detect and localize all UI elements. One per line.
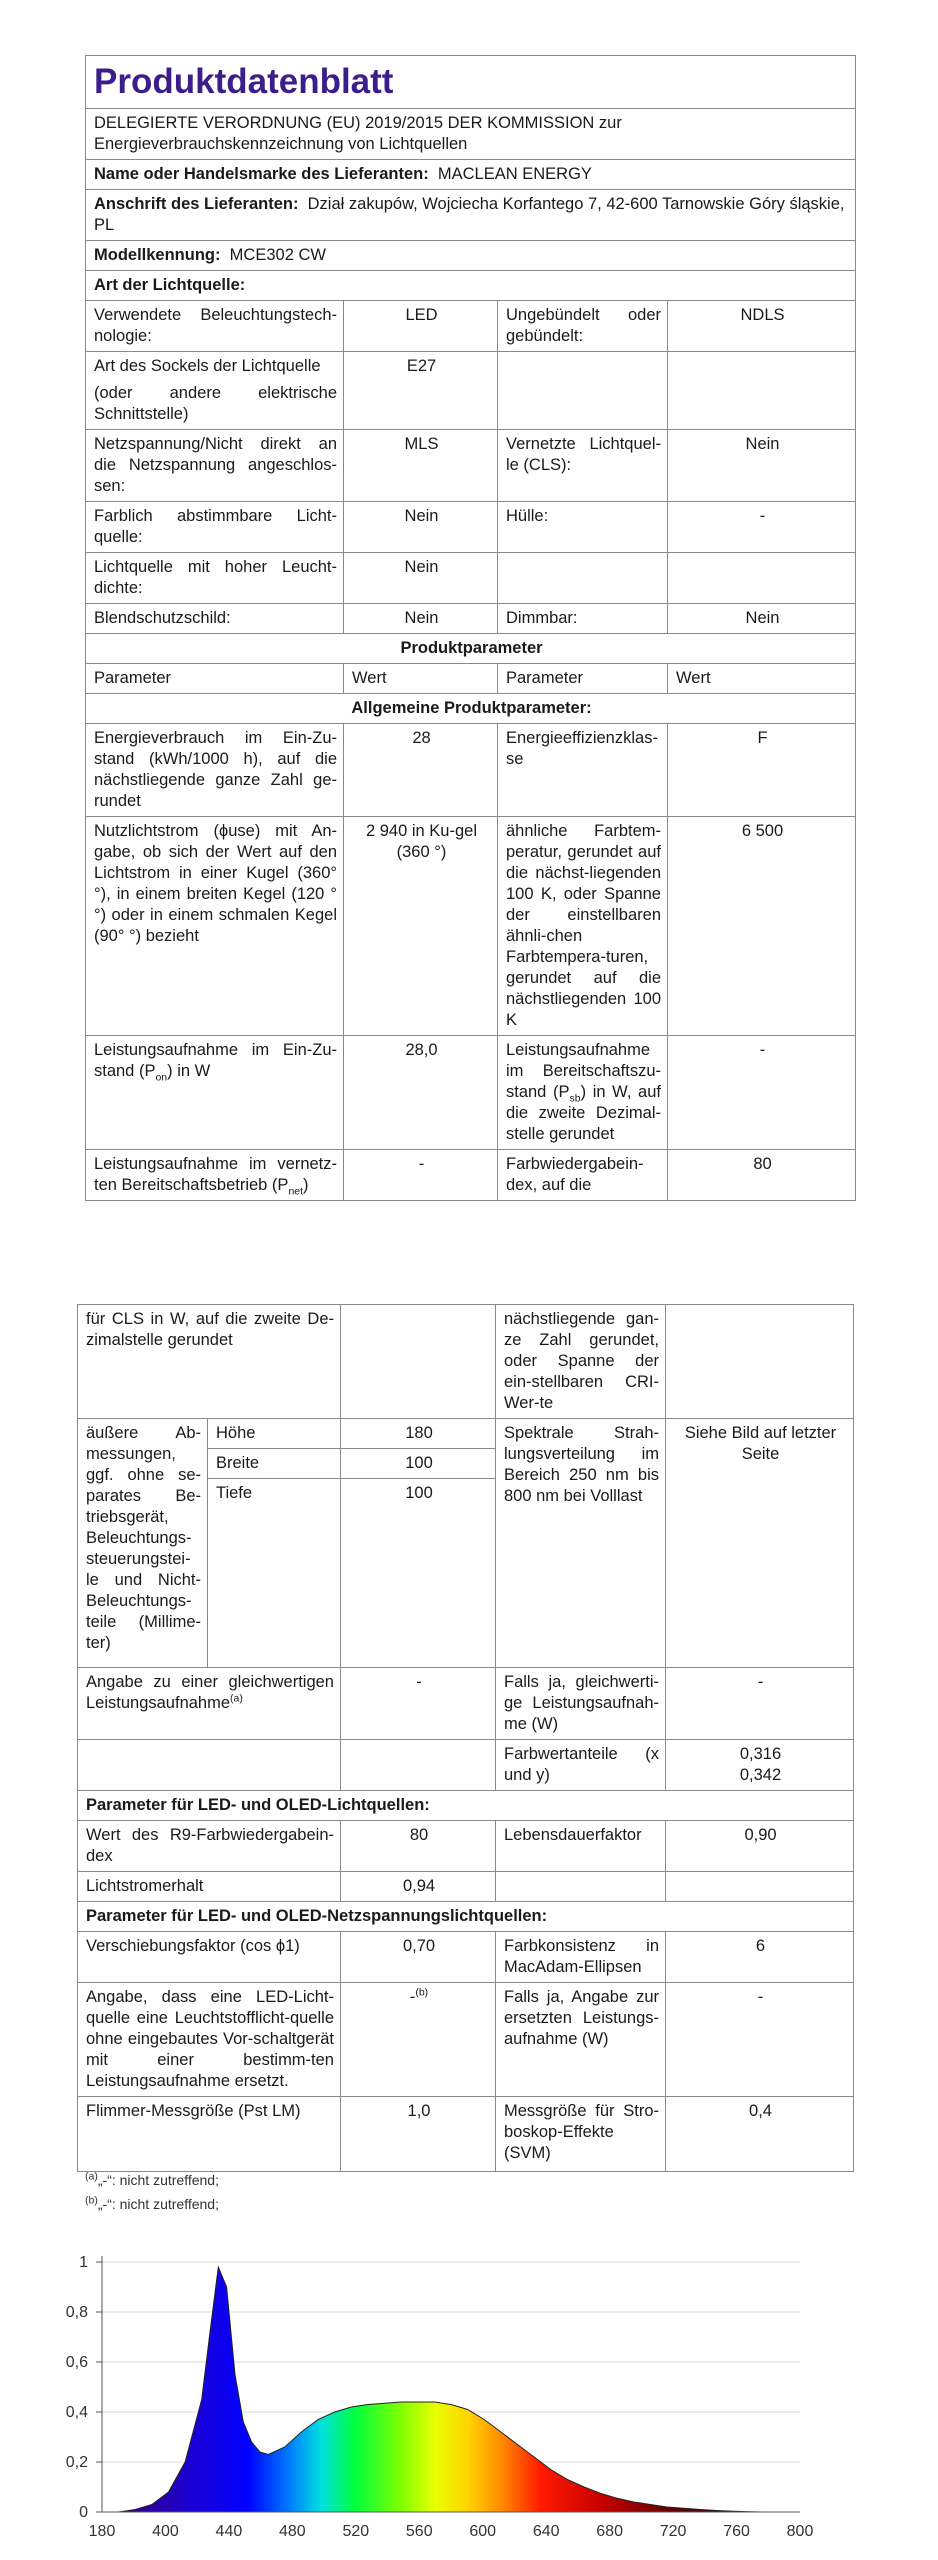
y-tick-label: 0,2 [65, 2454, 88, 2471]
luminance-label: Lichtquelle mit hoher Leucht-dichte: [86, 553, 344, 604]
x-tick-label: 800 [786, 2523, 814, 2540]
cri-value: 80 [668, 1150, 856, 1201]
survival-value: 0,90 [666, 1821, 854, 1872]
tech-label: Verwendete Beleuchtungstech-nologie: [86, 301, 344, 352]
pnet-label-continued: für CLS in W, auf die zweite De-zimalstelle gerundet [78, 1305, 341, 1419]
empty-cell [666, 1305, 854, 1419]
cls-value: Nein [668, 430, 856, 502]
equiv-power-value: - [666, 1668, 854, 1740]
width-value: 100 [341, 1449, 496, 1479]
empty-cell [666, 1872, 854, 1902]
regulation-text: DELEGIERTE VERORDNUNG (EU) 2019/2015 DER KOMMISSION zur Energieverbrauchskennzeichnung von Lichtquellen [86, 109, 856, 160]
datasheet-page-2 [0, 1290, 938, 2225]
flux-label: Nutzlichtstrom (ϕuse) mit An-gabe, ob sich der Wert auf den Lichtstrom in einer Kugel (360° °), in einem breiten Kegel (120 °°) oder in einem schmalen Kegel (90° °) bezieht [86, 817, 344, 1036]
y-tick-label: 0 [79, 2504, 88, 2521]
replacement-label: Angabe, dass eine LED-Licht-quelle eine Leuchtstofflicht-quelle ohne eingebautes Vor-schaltgerät mit einer bestimm-ten Leistungsaufnahme ersetzt. [78, 1983, 341, 2097]
empty-cell [341, 1305, 496, 1419]
y-tick-label: 0,4 [65, 2404, 88, 2421]
maintenance-value: 0,94 [341, 1872, 496, 1902]
footnote-b-mark: (b) [85, 2194, 98, 2207]
energy-class-value: F [668, 724, 856, 817]
footnote-a-text: „-“: nicht zutreffend; [97, 2172, 219, 2188]
pon-label [86, 1036, 344, 1150]
pon-label-a: Leistungsaufnahme im Ein-Zu-stand (P [94, 1041, 337, 1080]
flux-value: 2 940 in Ku-gel (360 °) [344, 817, 498, 1036]
cri-label-continued: nächstliegende gan-ze Zahl gerundet, oder Spanne der ein-stellbaren CRI-Wer-te [496, 1305, 666, 1419]
cri-label: Farbwiedergabein-dex, auf die [498, 1150, 668, 1201]
bundled-value: NDLS [668, 301, 856, 352]
pnet-label [86, 1150, 344, 1201]
pon-subscript: on [155, 1071, 168, 1084]
socket-value: E27 [344, 352, 498, 430]
equiv-value: - [341, 1668, 496, 1740]
dimmable-value: Nein [668, 604, 856, 634]
pnet-subscript: net [288, 1185, 304, 1198]
model-label: Modellkennung: [94, 246, 221, 264]
footnote-b-text: „-“: nicht zutreffend; [97, 2196, 219, 2212]
dimensions-label: äußere Ab-messungen, ggf. ohne se-parates Be-triebsgerät, Beleuchtungs-steuerungstei-le und Nicht-Beleuchtungs-teile (Millime-ter) [78, 1419, 208, 1668]
tunable-value: Nein [344, 502, 498, 553]
mains-label: Netzspannung/Nicht direkt an die Netzspannung angeschlos-sen: [86, 430, 344, 502]
empty-cell [496, 1872, 666, 1902]
svm-value: 0,4 [666, 2097, 854, 2172]
envelope-label: Hülle: [498, 502, 668, 553]
page-title: Produktdatenblatt [86, 56, 856, 109]
pnet-value: - [344, 1150, 498, 1201]
supplier-name-row [86, 160, 856, 190]
x-tick-label: 400 [152, 2523, 179, 2540]
maintenance-label: Lichtstromerhalt [78, 1872, 341, 1902]
x-tick-label: 520 [342, 2523, 370, 2540]
y-tick-label: 1 [79, 2254, 88, 2271]
spd-value: Siehe Bild auf letzter Seite [666, 1419, 854, 1668]
psb-label [498, 1036, 668, 1150]
depth-label: Tiefe [208, 1479, 341, 1668]
model-row [86, 241, 856, 271]
pnet-label-b: ) [303, 1176, 309, 1194]
energy-class-label: Energieeffizienzklas-se [498, 724, 668, 817]
footnote-b [85, 2192, 219, 2216]
luminance-value: Nein [344, 553, 498, 604]
supplier-address-label: Anschrift des Lieferanten: [94, 195, 299, 213]
spectrum-chart-page [0, 2240, 938, 2560]
replacement-value [341, 1983, 496, 2097]
equiv-footnote-mark: (a) [230, 1692, 243, 1705]
r9-value: 80 [341, 1821, 496, 1872]
cct-value: 6 500 [668, 817, 856, 1036]
footnote-a [85, 2168, 219, 2192]
replacement-value-text: - [409, 1988, 416, 2006]
bundled-label: Ungebündelt oder gebündelt: [498, 301, 668, 352]
energy-label: Energieverbrauch im Ein-Zu-stand (kWh/1000 h), auf die nächstliegende ganze Zahl ge-rundet [86, 724, 344, 817]
tunable-label: Farblich abstimmbare Licht-quelle: [86, 502, 344, 553]
col-header-param: Parameter [86, 664, 344, 694]
y-tick-label: 0,8 [65, 2304, 88, 2321]
x-tick-label: 600 [469, 2523, 497, 2540]
socket-label-line1: Art des Sockels der Lichtquelle [94, 357, 321, 375]
cct-label: ähnliche Farbtem-peratur, gerundet auf die nächst-liegenden 100 K, oder Spanne der einstellbaren ähnli-chen Farbtempera-turen, gerundet auf die nächstliegenden 100 K [498, 817, 668, 1036]
chromaticity-label: Farbwertanteile (x und y) [496, 1740, 666, 1791]
empty-cell [498, 352, 668, 430]
mains-value: MLS [344, 430, 498, 502]
chromaticity-value [666, 1740, 854, 1791]
x-tick-label: 640 [532, 2523, 560, 2540]
mains-params-heading: Parameter für LED- und OLED-Netzspannungslichtquellen: [78, 1902, 854, 1932]
chromaticity-y: 0,342 [739, 1766, 782, 1784]
datasheet-table-2 [77, 1304, 854, 2172]
macadam-label: Farbkonsistenz in MacAdam-Ellipsen [496, 1932, 666, 1983]
height-value: 180 [341, 1419, 496, 1449]
equiv-label [78, 1668, 341, 1740]
glare-label: Blendschutzschild: [86, 604, 344, 634]
x-tick-label: 440 [215, 2523, 243, 2540]
empty-cell [341, 1740, 496, 1791]
model-value: MCE302 CW [229, 246, 326, 264]
footnote-a-mark: (a) [85, 2170, 98, 2183]
socket-label-line2: (oder andere elektrische Schnittstelle) [94, 384, 337, 423]
spectrum-area [102, 2267, 767, 2512]
x-tick-label: 180 [88, 2523, 116, 2540]
macadam-value: 6 [666, 1932, 854, 1983]
empty-cell [498, 553, 668, 604]
supplier-address-row [86, 190, 856, 241]
replacement-power-label: Falls ja, Angabe zur ersetzten Leistungs-aufnahme (W) [496, 1983, 666, 2097]
empty-cell [668, 553, 856, 604]
width-label: Breite [208, 1449, 341, 1479]
supplier-name-value: MACLEAN ENERGY [437, 165, 592, 183]
led-params-heading: Parameter für LED- und OLED-Lichtquellen: [78, 1791, 854, 1821]
supplier-name-label: Name oder Handelsmarke des Lieferanten: [94, 165, 429, 183]
x-tick-label: 760 [723, 2523, 750, 2540]
source-type-heading: Art der Lichtquelle: [86, 271, 856, 301]
psb-value: - [668, 1036, 856, 1150]
pnet-label-a: Leistungsaufnahme im vernetz-ten Bereitschaftsbetrieb (P [94, 1155, 337, 1194]
psb-label-a: Leistungsaufnahme im Bereitschaftszu-stand (P [506, 1041, 661, 1101]
flicker-label: Flimmer-Messgröße (Pst LM) [78, 2097, 341, 2172]
envelope-value: - [668, 502, 856, 553]
psb-label-b: ) in W, auf die zweite Dezimal-stelle gerundet [506, 1083, 661, 1143]
datasheet-page-1 [0, 0, 938, 1225]
col-header-value: Wert [344, 664, 498, 694]
r9-label: Wert des R9-Farbwiedergabein-dex [78, 1821, 341, 1872]
height-label: Höhe [208, 1419, 341, 1449]
svm-label: Messgröße für Stro-boskop-Effekte (SVM) [496, 2097, 666, 2172]
product-params-heading: Produktparameter [86, 634, 856, 664]
survival-label: Lebensdauerfaktor [496, 1821, 666, 1872]
footnotes [85, 2168, 219, 2216]
spd-label: Spektrale Strah-lungsverteilung im Bereich 250 nm bis 800 nm bei Volllast [496, 1419, 666, 1668]
equiv-label-text: Angabe zu einer gleichwertigen Leistungsaufnahme [86, 1673, 334, 1712]
psb-subscript: sb [569, 1092, 581, 1105]
equiv-power-label: Falls ja, gleichwerti-ge Leistungsaufnah-me (W) [496, 1668, 666, 1740]
general-params-heading: Allgemeine Produktparameter: [86, 694, 856, 724]
empty-cell [668, 352, 856, 430]
empty-cell [78, 1740, 341, 1791]
flicker-value: 1,0 [341, 2097, 496, 2172]
replacement-footnote-mark: (b) [415, 1986, 429, 1999]
cls-label: Vernetzte Lichtquel-le (CLS): [498, 430, 668, 502]
chromaticity-x: 0,316 [739, 1745, 782, 1763]
glare-value: Nein [344, 604, 498, 634]
socket-label [86, 352, 344, 430]
energy-value: 28 [344, 724, 498, 817]
x-tick-label: 680 [596, 2523, 623, 2540]
x-tick-label: 720 [659, 2523, 687, 2540]
pon-label-b: ) in W [167, 1062, 211, 1080]
dimmable-label: Dimmbar: [498, 604, 668, 634]
depth-value: 100 [341, 1479, 496, 1668]
datasheet-table-1 [85, 55, 856, 1201]
col-header-param: Parameter [498, 664, 668, 694]
dpf-value: 0,70 [341, 1932, 496, 1983]
x-tick-label: 480 [279, 2523, 306, 2540]
supplier-address-value: Dział zakupów, Wojciecha Korfantego 7, 42-600 Tarnowskie Góry śląskie, PL [94, 195, 845, 234]
y-tick-label: 0,6 [65, 2354, 88, 2371]
col-header-value: Wert [668, 664, 856, 694]
tech-value: LED [344, 301, 498, 352]
dpf-label: Verschiebungsfaktor (cos ϕ1) [78, 1932, 341, 1983]
pon-value: 28,0 [344, 1036, 498, 1150]
spectrum-chart [0, 2240, 938, 2560]
x-tick-label: 560 [405, 2523, 433, 2540]
replacement-power-value: - [666, 1983, 854, 2097]
